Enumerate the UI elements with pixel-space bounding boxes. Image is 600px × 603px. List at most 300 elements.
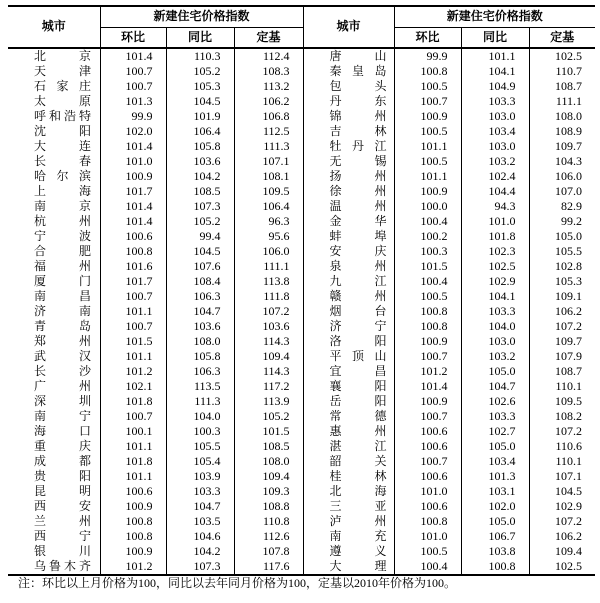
mom-value-cell: 100.7 — [100, 409, 166, 424]
mom-value-cell: 100.1 — [100, 424, 166, 439]
base-value-cell: 106.2 — [234, 94, 303, 109]
city-cell — [303, 274, 394, 289]
city-cell — [8, 454, 100, 469]
mom-value-cell: 100.5 — [394, 79, 461, 94]
yoy-value-cell: 105.8 — [166, 139, 234, 154]
table-row — [8, 364, 595, 379]
city-name: 秦皇岛 — [329, 63, 387, 78]
city-cell — [303, 169, 394, 184]
city-name: 太原 — [34, 93, 91, 108]
yoy-value-cell: 108.4 — [166, 274, 234, 289]
base-value-cell: 108.1 — [234, 169, 303, 184]
base-value-cell: 114.3 — [234, 364, 303, 379]
city-name: 郑州 — [34, 333, 91, 348]
mom-value-cell: 101.4 — [100, 214, 166, 229]
mom-value-cell: 100.7 — [100, 319, 166, 334]
city-cell — [8, 349, 100, 364]
city-cell — [303, 304, 394, 319]
mom-value-cell: 100.5 — [394, 289, 461, 304]
mom-value-cell: 100.8 — [394, 514, 461, 529]
city-name: 大连 — [34, 138, 91, 153]
base-value-cell: 105.0 — [555, 228, 583, 243]
mom-header-right: 环比 — [394, 27, 461, 48]
mom-value-cell: 100.7 — [100, 64, 166, 79]
city-name: 青岛 — [34, 318, 91, 333]
yoy-value-cell: 104.7 — [166, 499, 234, 514]
city-cell — [303, 289, 394, 304]
city-name: 天津 — [34, 63, 91, 78]
yoy-value-cell: 101.8 — [461, 229, 529, 244]
base-value-cell: 106.4 — [234, 199, 303, 214]
yoy-value-cell: 102.3 — [461, 244, 529, 259]
city-name: 沈阳 — [34, 123, 91, 138]
table-row — [8, 544, 595, 559]
base-value-cell: 102.5 — [555, 558, 583, 573]
city-name: 南昌 — [34, 288, 91, 303]
yoy-header-left: 同比 — [166, 27, 234, 48]
yoy-value-cell: 103.3 — [166, 484, 234, 499]
base-value-cell: 117.2 — [234, 379, 303, 394]
city-name: 重庆 — [34, 438, 91, 453]
base-value-cell: 107.2 — [234, 304, 303, 319]
city-name: 长沙 — [34, 363, 91, 378]
base-value-cell: 107.9 — [555, 348, 583, 363]
city-name: 岳阳 — [329, 393, 387, 408]
city-name: 北海 — [329, 483, 387, 498]
table-row — [8, 79, 595, 94]
base-value-cell: 108.5 — [234, 439, 303, 454]
city-cell — [303, 154, 394, 169]
city-cell — [303, 64, 394, 79]
city-cell — [8, 184, 100, 199]
mom-value-cell: 101.1 — [100, 349, 166, 364]
mom-value-cell: 100.4 — [394, 274, 461, 289]
city-name: 南京 — [34, 198, 91, 213]
yoy-value-cell: 103.4 — [461, 124, 529, 139]
mom-value-cell: 100.5 — [394, 154, 461, 169]
city-cell — [8, 139, 100, 154]
yoy-value-cell: 94.3 — [461, 199, 529, 214]
yoy-value-cell: 105.3 — [166, 79, 234, 94]
yoy-value-cell: 104.2 — [166, 169, 234, 184]
city-cell — [8, 334, 100, 349]
city-name: 济南 — [34, 303, 91, 318]
table-row — [8, 124, 595, 139]
yoy-value-cell: 106.4 — [166, 124, 234, 139]
mom-value-cell: 99.9 — [100, 109, 166, 124]
city-cell — [303, 48, 394, 64]
base-value-cell: 111.1 — [555, 93, 583, 108]
yoy-value-cell: 102.5 — [461, 259, 529, 274]
city-cell — [303, 229, 394, 244]
table-row — [8, 64, 595, 79]
city-cell — [8, 319, 100, 334]
city-name: 泸州 — [329, 513, 387, 528]
yoy-value-cell: 104.5 — [166, 244, 234, 259]
yoy-value-cell: 111.3 — [166, 394, 234, 409]
mom-value-cell: 101.2 — [100, 364, 166, 379]
base-value-cell: 117.6 — [234, 559, 303, 575]
base-value-cell: 111.1 — [234, 259, 303, 274]
mom-value-cell: 101.8 — [100, 394, 166, 409]
mom-value-cell: 100.7 — [394, 349, 461, 364]
city-name: 南充 — [329, 528, 387, 543]
mom-value-cell: 100.9 — [394, 394, 461, 409]
city-cell — [8, 439, 100, 454]
city-cell — [8, 364, 100, 379]
city-cell — [8, 124, 100, 139]
yoy-value-cell: 100.8 — [461, 559, 529, 575]
table-row — [8, 304, 595, 319]
city-cell — [303, 94, 394, 109]
yoy-value-cell: 103.6 — [166, 319, 234, 334]
table-row — [8, 94, 595, 109]
city-cell — [303, 484, 394, 499]
city-name: 宜昌 — [329, 363, 387, 378]
city-name: 西宁 — [34, 528, 91, 543]
yoy-value-cell: 104.7 — [166, 304, 234, 319]
yoy-value-cell: 101.3 — [461, 469, 529, 484]
table-row — [8, 289, 595, 304]
base-value-cell: 106.0 — [555, 168, 583, 183]
mom-value-cell: 100.6 — [394, 469, 461, 484]
mom-value-cell: 100.9 — [100, 544, 166, 559]
city-name: 杭州 — [34, 213, 91, 228]
city-cell — [8, 304, 100, 319]
yoy-value-cell: 106.3 — [166, 289, 234, 304]
city-cell — [8, 424, 100, 439]
yoy-value-cell: 103.2 — [461, 154, 529, 169]
mom-value-cell: 101.2 — [100, 559, 166, 575]
base-value-cell: 103.6 — [234, 319, 303, 334]
city-name: 平顶山 — [329, 348, 387, 363]
base-value-cell: 110.1 — [555, 453, 583, 468]
city-cell — [303, 214, 394, 229]
base-value-cell: 108.2 — [555, 408, 583, 423]
city-cell — [303, 199, 394, 214]
city-name: 常德 — [329, 408, 387, 423]
mom-value-cell: 100.6 — [394, 424, 461, 439]
city-cell — [8, 289, 100, 304]
base-value-cell: 110.6 — [555, 438, 583, 453]
city-name: 长春 — [34, 153, 91, 168]
footnote: 注：环比以上月价格为100，同比以去年同月价格为100，定基以2010年价格为100。 — [18, 576, 457, 590]
city-name: 韶关 — [329, 453, 387, 468]
mom-value-cell: 102.0 — [100, 124, 166, 139]
base-value-cell: 104.3 — [555, 153, 583, 168]
yoy-value-cell: 102.6 — [461, 394, 529, 409]
city-cell — [303, 379, 394, 394]
table-row — [8, 529, 595, 544]
table-row — [8, 184, 595, 199]
city-name: 三亚 — [329, 498, 387, 513]
base-value-cell: 109.5 — [555, 393, 583, 408]
city-name: 乌鲁木齐 — [34, 558, 91, 573]
mom-value-cell: 101.5 — [100, 334, 166, 349]
yoy-value-cell: 105.0 — [461, 439, 529, 454]
city-name: 石家庄 — [34, 78, 91, 93]
mom-value-cell: 99.9 — [394, 48, 461, 64]
mom-value-cell: 101.4 — [100, 48, 166, 64]
yoy-value-cell: 105.4 — [166, 454, 234, 469]
mom-value-cell: 100.8 — [100, 514, 166, 529]
base-value-cell: 107.2 — [555, 423, 583, 438]
table-row — [8, 559, 595, 575]
city-cell — [303, 529, 394, 544]
city-name: 南宁 — [34, 408, 91, 423]
base-value-cell: 110.1 — [555, 378, 583, 393]
city-cell — [8, 169, 100, 184]
base-value-cell: 109.4 — [555, 543, 583, 558]
yoy-value-cell: 102.0 — [461, 499, 529, 514]
base-value-cell: 109.7 — [555, 138, 583, 153]
table-row — [8, 214, 595, 229]
mom-value-cell: 100.5 — [394, 544, 461, 559]
base-value-cell: 110.7 — [555, 63, 583, 78]
yoy-value-cell: 101.9 — [166, 109, 234, 124]
city-cell — [8, 48, 100, 64]
city-cell — [303, 439, 394, 454]
mom-value-cell: 101.0 — [394, 484, 461, 499]
mom-value-cell: 101.2 — [394, 364, 461, 379]
base-value-cell: 95.6 — [234, 229, 303, 244]
yoy-value-cell: 99.4 — [166, 229, 234, 244]
mom-value-cell: 100.8 — [394, 319, 461, 334]
mom-value-cell: 100.4 — [394, 214, 461, 229]
table-row — [8, 454, 595, 469]
mom-value-cell: 101.8 — [100, 454, 166, 469]
yoy-value-cell: 104.0 — [166, 409, 234, 424]
table-row — [8, 319, 595, 334]
city-cell — [303, 499, 394, 514]
mom-value-cell: 100.2 — [394, 229, 461, 244]
mom-value-cell: 100.8 — [100, 244, 166, 259]
city-name: 牡丹江 — [329, 138, 387, 153]
city-name: 哈尔滨 — [34, 168, 91, 183]
base-value-cell: 102.9 — [555, 498, 583, 513]
city-cell — [8, 229, 100, 244]
base-value-cell: 112.5 — [234, 124, 303, 139]
city-name: 宁波 — [34, 228, 91, 243]
table-row — [8, 439, 595, 454]
yoy-value-cell: 101.0 — [461, 214, 529, 229]
mom-value-cell: 101.4 — [100, 139, 166, 154]
city-name: 湛江 — [329, 438, 387, 453]
base-value-cell: 99.2 — [561, 213, 583, 228]
base-value-cell: 107.1 — [555, 468, 583, 483]
mom-value-cell: 100.6 — [100, 484, 166, 499]
city-column-header-left: 城市 — [8, 6, 100, 48]
mom-value-cell: 101.7 — [100, 184, 166, 199]
city-name: 呼和浩特 — [34, 108, 91, 123]
yoy-value-cell: 107.3 — [166, 199, 234, 214]
city-cell — [303, 349, 394, 364]
base-value-cell: 107.2 — [555, 318, 583, 333]
mom-value-cell: 101.1 — [394, 169, 461, 184]
city-cell — [8, 79, 100, 94]
mom-value-cell: 100.8 — [394, 64, 461, 79]
table-row — [8, 169, 595, 184]
yoy-value-cell: 107.6 — [166, 259, 234, 274]
city-name: 泉州 — [329, 258, 387, 273]
city-cell — [303, 514, 394, 529]
mom-value-cell: 100.9 — [394, 334, 461, 349]
city-cell — [303, 139, 394, 154]
city-name: 银川 — [34, 543, 91, 558]
yoy-value-cell: 103.0 — [461, 109, 529, 124]
mom-value-cell: 101.3 — [100, 94, 166, 109]
city-name: 遵义 — [329, 543, 387, 558]
base-value-cell: 106.2 — [555, 303, 583, 318]
base-value-cell: 106.0 — [234, 244, 303, 259]
base-value-cell: 106.8 — [234, 109, 303, 124]
city-cell — [8, 529, 100, 544]
base-value-cell: 109.4 — [234, 349, 303, 364]
city-cell — [303, 544, 394, 559]
yoy-value-cell: 103.6 — [166, 154, 234, 169]
yoy-value-cell: 113.5 — [166, 379, 234, 394]
table-row — [8, 48, 595, 64]
city-cell — [303, 394, 394, 409]
city-cell — [8, 409, 100, 424]
table-row — [8, 334, 595, 349]
city-cell — [303, 319, 394, 334]
city-column-header-right: 城市 — [303, 6, 394, 48]
base-value-cell: 107.1 — [234, 154, 303, 169]
city-cell — [303, 424, 394, 439]
table-row — [8, 409, 595, 424]
city-cell — [303, 469, 394, 484]
base-value-cell: 96.3 — [234, 214, 303, 229]
mom-value-cell: 100.8 — [100, 529, 166, 544]
city-name: 赣州 — [329, 288, 387, 303]
city-cell — [8, 214, 100, 229]
city-name: 大理 — [329, 558, 387, 573]
mom-value-cell: 100.9 — [100, 499, 166, 514]
city-name: 安庆 — [329, 243, 387, 258]
yoy-value-cell: 100.3 — [166, 424, 234, 439]
yoy-value-cell: 103.0 — [461, 334, 529, 349]
yoy-value-cell: 105.2 — [166, 214, 234, 229]
city-name: 厦门 — [34, 273, 91, 288]
city-name: 锦州 — [329, 108, 387, 123]
mom-value-cell: 100.9 — [100, 169, 166, 184]
yoy-value-cell: 104.1 — [461, 64, 529, 79]
index-group-header-left: 新建住宅价格指数 — [100, 6, 303, 27]
base-value-cell: 104.5 — [555, 483, 583, 498]
yoy-header-right: 同比 — [461, 27, 529, 48]
mom-value-cell: 101.7 — [100, 274, 166, 289]
table-row — [8, 154, 595, 169]
city-name: 福州 — [34, 258, 91, 273]
base-value-cell: 107.0 — [555, 183, 583, 198]
mom-value-cell: 100.6 — [394, 439, 461, 454]
city-name: 襄阳 — [329, 378, 387, 393]
city-cell — [8, 259, 100, 274]
city-name: 兰州 — [34, 513, 91, 528]
city-name: 蚌埠 — [329, 228, 387, 243]
yoy-value-cell: 104.7 — [461, 379, 529, 394]
city-cell — [8, 274, 100, 289]
base-value-cell: 109.7 — [555, 333, 583, 348]
city-name: 西安 — [34, 498, 91, 513]
city-name: 金华 — [329, 213, 387, 228]
yoy-value-cell: 103.9 — [166, 469, 234, 484]
base-value-cell: 113.9 — [234, 394, 303, 409]
city-cell — [303, 334, 394, 349]
base-value-cell: 101.5 — [234, 424, 303, 439]
table-header — [8, 6, 595, 48]
yoy-value-cell: 103.3 — [461, 409, 529, 424]
yoy-value-cell: 104.4 — [461, 184, 529, 199]
city-name: 昆明 — [34, 483, 91, 498]
city-cell — [303, 79, 394, 94]
yoy-value-cell: 103.5 — [166, 514, 234, 529]
city-name: 合肥 — [34, 243, 91, 258]
mom-value-cell: 101.0 — [394, 529, 461, 544]
yoy-value-cell: 108.5 — [166, 184, 234, 199]
city-name: 扬州 — [329, 168, 387, 183]
city-cell — [303, 259, 394, 274]
mom-value-cell: 100.7 — [100, 289, 166, 304]
base-value-cell: 113.2 — [234, 79, 303, 94]
city-cell — [8, 394, 100, 409]
yoy-value-cell: 110.3 — [166, 48, 234, 64]
base-value-cell: 109.5 — [234, 184, 303, 199]
base-value-cell: 109.3 — [234, 484, 303, 499]
yoy-value-cell: 107.3 — [166, 559, 234, 575]
yoy-value-cell: 103.2 — [461, 349, 529, 364]
table-row — [8, 469, 595, 484]
mom-value-cell: 101.4 — [394, 379, 461, 394]
city-cell — [303, 364, 394, 379]
mom-value-cell: 100.0 — [394, 199, 461, 214]
city-name: 深圳 — [34, 393, 91, 408]
mom-value-cell: 101.0 — [100, 154, 166, 169]
table-row — [8, 514, 595, 529]
city-name: 上海 — [34, 183, 91, 198]
base-value-cell: 113.8 — [234, 274, 303, 289]
mom-value-cell: 101.1 — [100, 469, 166, 484]
mom-value-cell: 100.3 — [394, 244, 461, 259]
yoy-value-cell: 108.0 — [166, 334, 234, 349]
base-value-cell: 105.2 — [234, 409, 303, 424]
table-row — [8, 484, 595, 499]
yoy-value-cell: 102.4 — [461, 169, 529, 184]
city-name: 温州 — [329, 198, 387, 213]
yoy-value-cell: 104.9 — [461, 79, 529, 94]
table-row — [8, 259, 595, 274]
city-name: 海口 — [34, 423, 91, 438]
yoy-value-cell: 101.1 — [461, 48, 529, 64]
city-cell — [303, 454, 394, 469]
yoy-value-cell: 105.8 — [166, 349, 234, 364]
mom-value-cell: 102.1 — [100, 379, 166, 394]
mom-value-cell: 100.8 — [394, 304, 461, 319]
mom-value-cell: 100.4 — [394, 559, 461, 575]
mom-value-cell: 100.7 — [100, 79, 166, 94]
mom-value-cell: 100.6 — [394, 499, 461, 514]
city-name: 贵阳 — [34, 468, 91, 483]
city-name: 洛阳 — [329, 333, 387, 348]
base-value-cell: 111.3 — [234, 139, 303, 154]
table-body — [8, 48, 595, 575]
mom-value-cell: 101.4 — [100, 199, 166, 214]
base-value-cell: 110.8 — [234, 514, 303, 529]
mom-value-cell: 100.7 — [394, 454, 461, 469]
city-cell — [8, 484, 100, 499]
city-cell — [8, 559, 100, 575]
